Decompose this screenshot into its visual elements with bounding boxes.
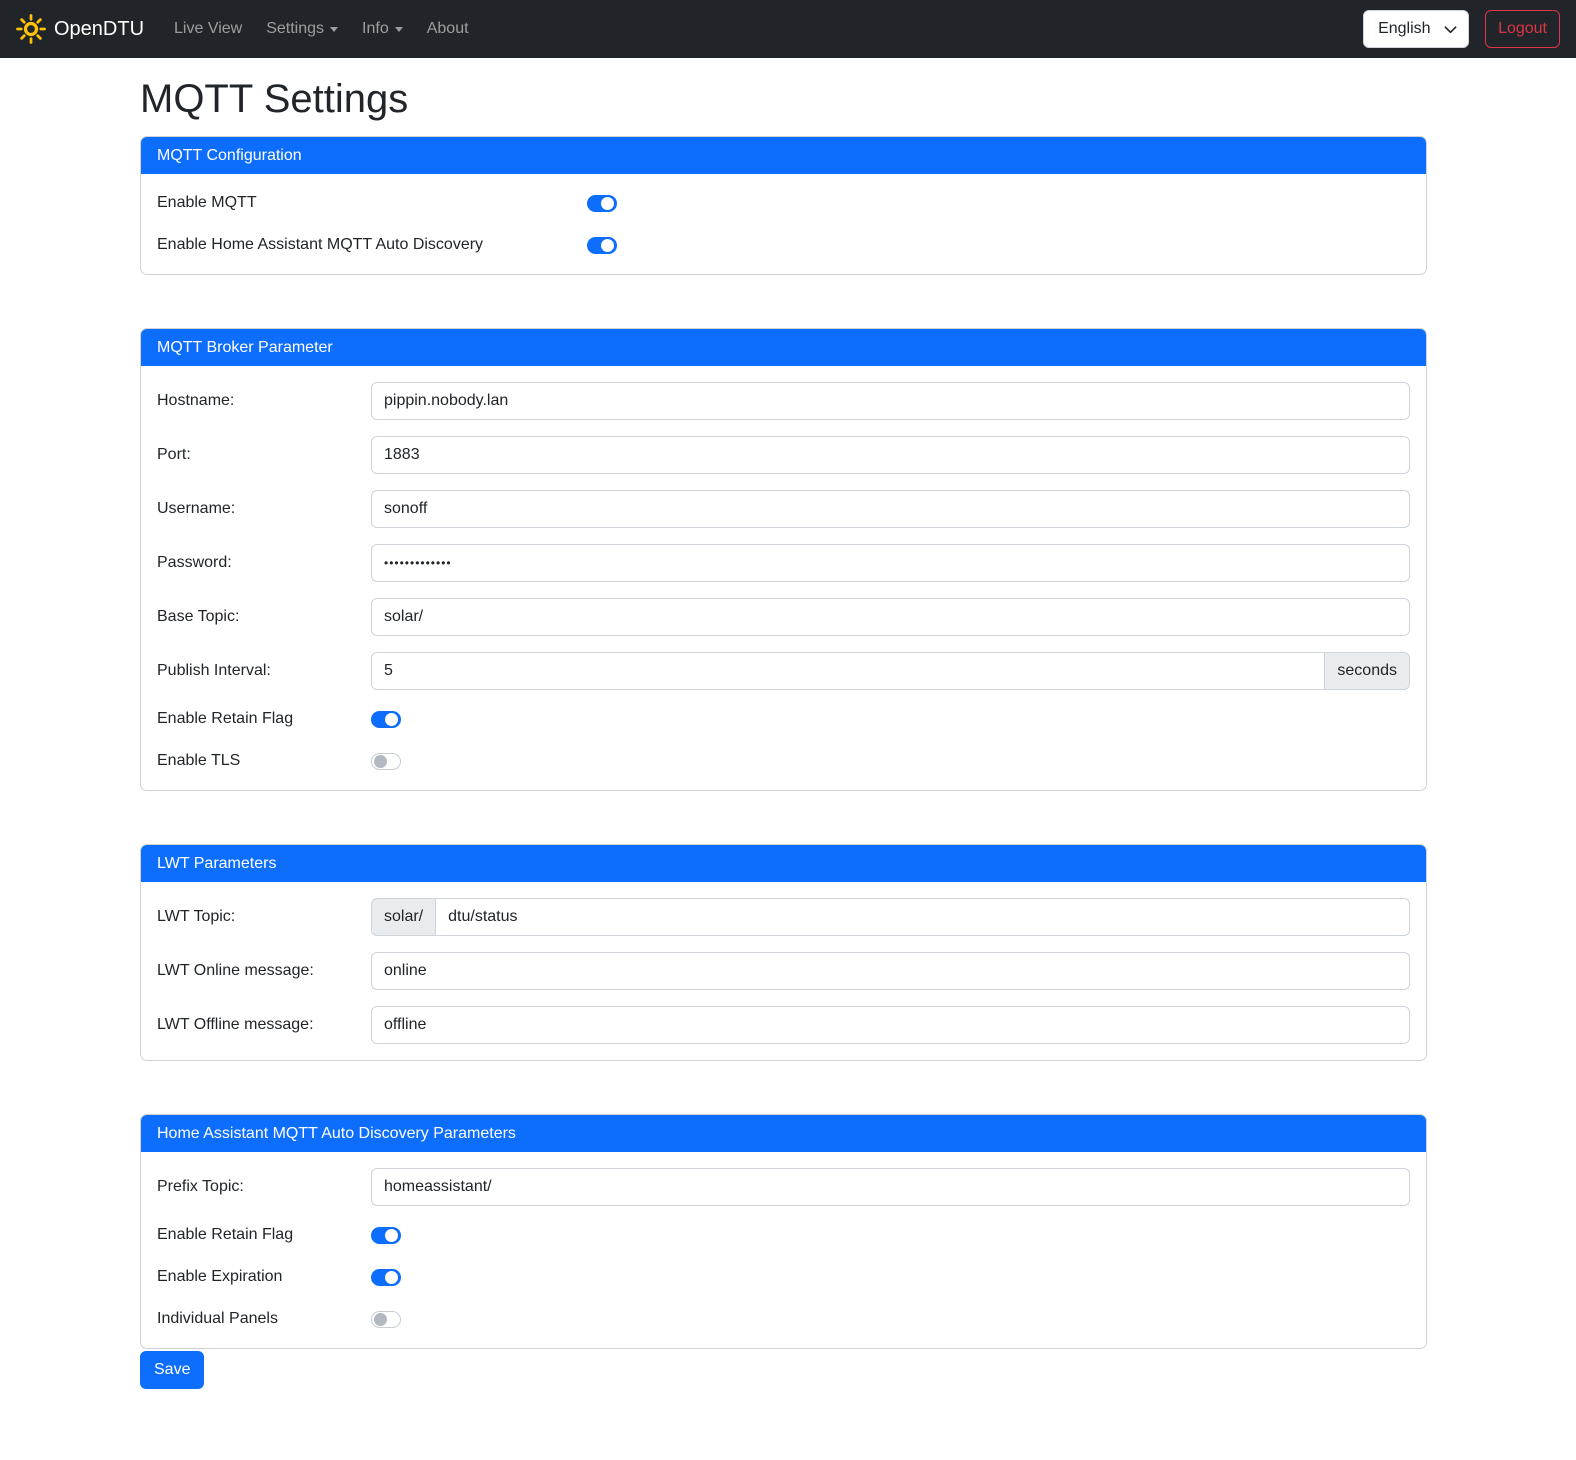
ha-enable-retain-switch[interactable] (371, 1227, 401, 1244)
row-lwt-offline (157, 1006, 1410, 1044)
nav-item-label: About (426, 20, 469, 37)
chevron-down-icon (1443, 22, 1458, 37)
switch-knob (385, 1271, 398, 1284)
row-enable-mqtt (157, 190, 1410, 216)
row-lwt-topic (157, 898, 1410, 936)
row-enable-retain (157, 706, 1410, 732)
enable-ha-discovery-label: Enable Home Assistant MQTT Auto Discovery (157, 236, 484, 253)
brand[interactable] (16, 14, 144, 44)
enable-expiration-switch[interactable] (371, 1269, 401, 1286)
hostname-label: Hostname: (157, 392, 235, 409)
lwt-offline-label: LWT Offline message: (157, 1016, 314, 1033)
base-topic-input[interactable] (371, 598, 1410, 636)
prefix-topic-input[interactable] (371, 1168, 1410, 1206)
caret-down-icon (395, 27, 403, 32)
row-password (157, 544, 1410, 582)
publish-interval-suffix: seconds (1324, 652, 1410, 690)
logout-button[interactable]: Logout (1485, 10, 1560, 48)
ha-enable-retain-label: Enable Retain Flag (157, 1226, 294, 1243)
row-ha-enable-retain (157, 1222, 1410, 1248)
card-ha-discovery (140, 1114, 1427, 1349)
enable-retain-switch[interactable] (371, 711, 401, 728)
nav-item-live-view[interactable] (165, 12, 251, 46)
row-base-topic (157, 598, 1410, 636)
password-input[interactable] (371, 544, 1410, 582)
switch-knob (601, 197, 614, 210)
enable-ha-discovery-switch[interactable] (587, 237, 617, 254)
base-topic-label: Base Topic: (157, 608, 240, 625)
lwt-offline-input[interactable] (371, 1006, 1410, 1044)
switch-knob (385, 713, 398, 726)
switch-knob (601, 239, 614, 252)
card-mqtt-broker (140, 328, 1427, 791)
prefix-topic-label: Prefix Topic: (157, 1178, 244, 1195)
card-header-mqtt-broker: MQTT Broker Parameter (141, 329, 1426, 366)
navbar (0, 0, 1576, 58)
save-button[interactable]: Save (140, 1351, 204, 1389)
publish-interval-label: Publish Interval: (157, 662, 271, 679)
row-enable-tls (157, 748, 1410, 774)
language-select[interactable] (1363, 10, 1469, 48)
row-lwt-online (157, 952, 1410, 990)
individual-panels-label: Individual Panels (157, 1310, 278, 1327)
page-title: MQTT Settings (140, 77, 409, 121)
nav-links (162, 12, 1363, 46)
main-content (140, 75, 1427, 1389)
card-mqtt-configuration (140, 136, 1427, 275)
sun-icon (16, 14, 46, 44)
port-input[interactable] (371, 436, 1410, 474)
brand-name: OpenDTU (54, 17, 145, 40)
caret-down-icon (330, 27, 338, 32)
nav-item-about[interactable] (418, 12, 478, 46)
username-input[interactable] (371, 490, 1410, 528)
row-individual-panels (157, 1306, 1410, 1332)
card-header-lwt-parameters: LWT Parameters (141, 845, 1426, 882)
nav-item-settings[interactable] (257, 12, 347, 46)
nav-item-label: Info (362, 20, 389, 37)
row-prefix-topic (157, 1168, 1410, 1206)
enable-expiration-label: Enable Expiration (157, 1268, 283, 1285)
username-label: Username: (157, 500, 236, 517)
lwt-online-label: LWT Online message: (157, 962, 314, 979)
enable-mqtt-label: Enable MQTT (157, 194, 257, 211)
card-header-mqtt-configuration: MQTT Configuration (141, 137, 1426, 174)
row-enable-ha-discovery (157, 232, 1410, 258)
row-port (157, 436, 1410, 474)
row-publish-interval (157, 652, 1410, 690)
port-label: Port: (157, 446, 191, 463)
lwt-topic-input[interactable] (435, 898, 1410, 936)
nav-item-info[interactable] (353, 12, 412, 46)
nav-item-label: Settings (266, 20, 325, 37)
hostname-input[interactable] (371, 382, 1410, 420)
lwt-topic-label: LWT Topic: (157, 908, 236, 925)
enable-tls-switch[interactable] (371, 753, 401, 770)
row-enable-expiration (157, 1264, 1410, 1290)
switch-knob (385, 1229, 398, 1242)
lwt-online-input[interactable] (371, 952, 1410, 990)
language-selected-value: English (1378, 20, 1431, 37)
publish-interval-input[interactable] (371, 652, 1325, 690)
nav-item-label: Live View (174, 20, 243, 37)
switch-knob (374, 1313, 387, 1326)
row-hostname (157, 382, 1410, 420)
enable-mqtt-switch[interactable] (587, 195, 617, 212)
password-label: Password: (157, 554, 232, 571)
card-header-ha-discovery: Home Assistant MQTT Auto Discovery Parameters (141, 1115, 1426, 1152)
switch-knob (374, 755, 387, 768)
row-username (157, 490, 1410, 528)
individual-panels-switch[interactable] (371, 1311, 401, 1328)
enable-retain-label: Enable Retain Flag (157, 710, 294, 727)
card-lwt-parameters (140, 844, 1427, 1061)
enable-tls-label: Enable TLS (157, 752, 241, 769)
lwt-topic-prefix: solar/ (371, 898, 436, 936)
